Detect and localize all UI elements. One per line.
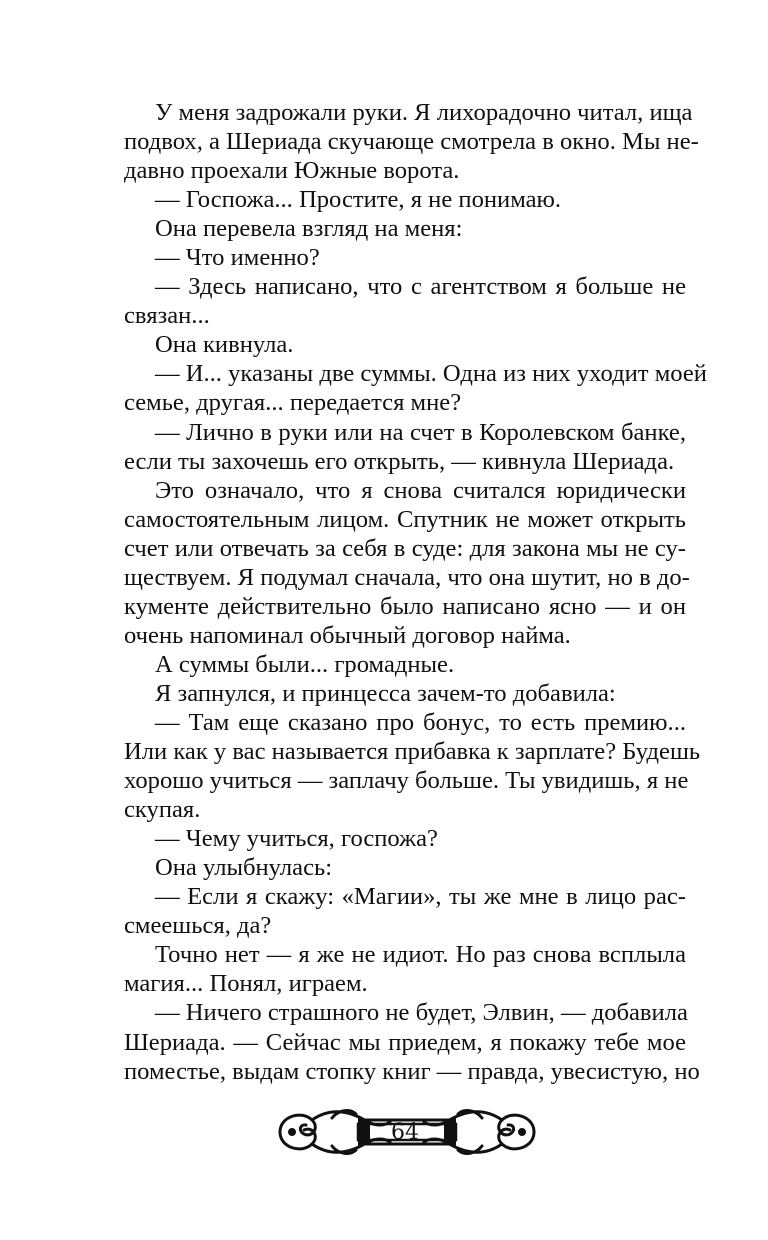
text-line: очень напоминал обычный договор найма. <box>124 621 571 649</box>
page-number: 64 <box>391 1120 419 1145</box>
text-line: счет или отвечать за себя в суде: для закона мы не су- <box>124 534 686 562</box>
text-line: связан... <box>124 302 210 330</box>
body-text <box>124 98 707 1086</box>
text-line: давно проехали Южные ворота. <box>124 157 460 185</box>
text-line: — Лично в руки или на счет в Королевском банке, <box>155 418 686 446</box>
text-line: — Там еще сказано про бонус, то есть премию... <box>155 708 686 736</box>
text-line: семье, другая... передается мне? <box>124 389 462 417</box>
text-line: — Ничего страшного не будет, Элвин, — добавила <box>155 999 688 1027</box>
text-line: Шериада. — Сейчас мы приедем, я покажу тебе мое <box>124 1028 686 1056</box>
text-line: если ты захочешь его открыть, — кивнула Шериада. <box>124 447 675 475</box>
text-line: А суммы были... громадные. <box>155 650 455 678</box>
text-line: Она кивнула. <box>155 331 294 359</box>
text-line: поместье, выдам стопку книг — правда, увесистую, но <box>124 1057 700 1085</box>
text-line: — Если я скажу: «Магии», ты же мне в лицо рас- <box>155 883 686 911</box>
text-line: ществуем. Я подумал сначала, что она шутит, но в до- <box>124 563 690 591</box>
text-line: — Госпожа... Простите, я не понимаю. <box>155 186 562 214</box>
text-line: Точно нет — я же не идиот. Но раз снова всплыла <box>155 941 686 969</box>
text-line: кументе действительно было написано ясно — и он <box>124 592 686 620</box>
text-line: У меня задрожали руки. Я лихорадочно читал, ища <box>155 99 693 126</box>
text-line: Она перевела взгляд на меня: <box>155 215 463 243</box>
text-line: подвох, а Шериада скучающе смотрела в окно. Мы не- <box>124 128 699 156</box>
text-line: — Здесь написано, что с агентством я больше не <box>155 273 686 301</box>
text-line: — Что именно? <box>155 244 320 272</box>
text-line: Я запнулся, и принцесса зачем-то добавила: <box>155 679 616 707</box>
text-line: — И... указаны две суммы. Одна из них уходит моей <box>155 360 707 388</box>
text-line: скупая. <box>124 796 201 824</box>
text-line: Она улыбнулась: <box>155 854 333 882</box>
text-line: Или как у вас называется прибавка к зарплате? Будешь <box>124 738 701 766</box>
text-line: магия... Понял, играем. <box>124 970 368 998</box>
text-line: Это означало, что я снова считался юридически <box>155 476 686 504</box>
text-line: хорошо учиться — заплачу больше. Ты увидишь, я не <box>124 767 689 795</box>
text-line: самостоятельным лицом. Спутник не может открыть <box>124 505 686 533</box>
text-line: — Чему учиться, госпожа? <box>155 825 438 853</box>
text-line: смеешься, да? <box>124 912 272 940</box>
